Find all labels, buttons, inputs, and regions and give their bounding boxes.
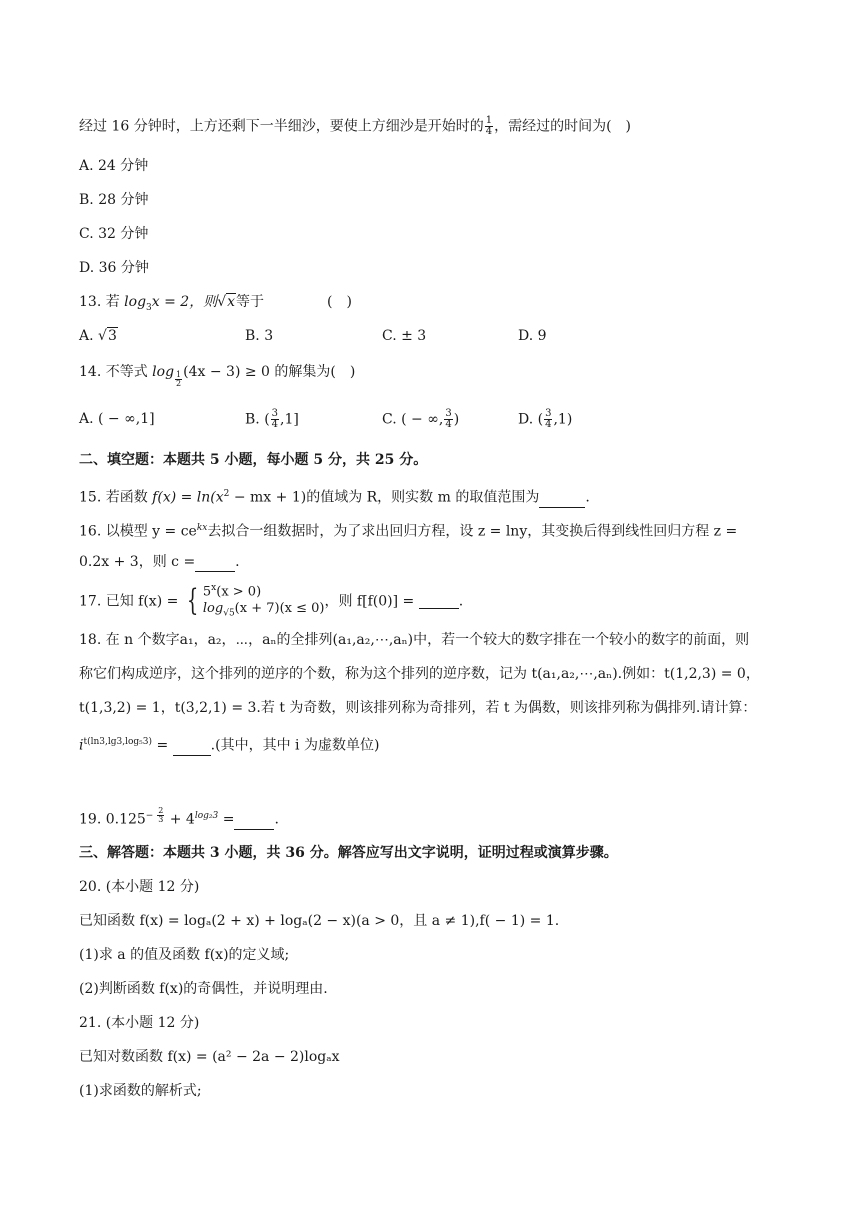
q18-line3: t(1,3,2) = 1，t(3,2,1) = 3.若 t 为奇数，则该排列称为奇排列，若 t 为偶数，则该排列称为偶排列.请计算： [79, 700, 757, 716]
q18-end: .(其中，其中 i 为虚数单位) [210, 737, 380, 754]
q14-base-den: 2 [176, 379, 182, 388]
q18-line4 [79, 732, 379, 756]
q15-prefix: 15. 若函数 [79, 489, 153, 506]
q17-piecewise [203, 580, 325, 623]
q13-stem [79, 292, 264, 318]
q13-opt-a-prefix: A. [79, 328, 99, 344]
q14-option-a: A. ( − ∞,1] [79, 411, 155, 427]
q14-prefix: 14. 不等式 [79, 364, 153, 380]
q21-part1: (1)求函数的解析式; [79, 1083, 202, 1099]
q16-line1-sup: kx [196, 523, 208, 533]
q14-opt-c-num: 3 [445, 408, 452, 419]
q19-sup1-num: 2 [158, 806, 164, 815]
q14-opt-b-den: 4 [271, 419, 279, 430]
section-3-heading: 三、解答题：本题共 3 小题，共 36 分。解答应写出文字说明，证明过程或演算步骤。 [79, 845, 618, 861]
q18-eq: = [152, 737, 173, 754]
q15-sup: 2 [223, 489, 230, 499]
q14-opt-d-frac [544, 409, 552, 430]
q17-piece1-sup: x [211, 583, 217, 593]
q14-opt-d-num: 3 [545, 408, 552, 419]
q17-piece2-b: (x + 7)(x ≤ 0) [234, 601, 325, 617]
q14-opt-d-den: 4 [545, 419, 552, 430]
q14-stem [79, 362, 355, 388]
q15-end: . [585, 489, 590, 506]
q17-answer-blank[interactable] [419, 594, 459, 609]
q17-prefix: 17. 已知 f(x) = [79, 593, 183, 610]
q17-piece-2 [203, 600, 325, 623]
q16-line1-a: 16. 以模型 y = ce [79, 523, 197, 540]
q17-piece1-a: 5 [202, 584, 212, 600]
q17-end: . [458, 593, 464, 610]
q14-opt-c-post: ) [453, 411, 460, 428]
q12-text-b: ，需经过的时间为( ) [494, 118, 632, 135]
q14-opt-b-num: 3 [271, 408, 279, 419]
q19-mid: + 4 [165, 811, 195, 828]
q14-opt-d-pre: D. ( [518, 411, 544, 428]
q13-prefix: 13. 若 [79, 294, 125, 310]
q16-line1 [79, 518, 737, 542]
q19-sup1-sign: − [145, 811, 157, 821]
q15-stem [79, 484, 590, 508]
q19-stem [79, 806, 279, 830]
q14-option-d [518, 409, 572, 430]
q19-sup1 [145, 806, 166, 824]
q19-end: . [274, 811, 279, 828]
q17-piece2-sub: √5 [223, 608, 235, 619]
q13-option-c: C. ± 3 [382, 328, 427, 344]
q21-title: 21. (本小题 12 分) [79, 1015, 200, 1031]
q21-stem: 已知对数函数 f(x) = (a² − 2a − 2)logₐx [79, 1049, 340, 1065]
q14-opt-b-pre: B. ( [245, 411, 270, 428]
q16-line2 [79, 552, 240, 572]
q13-sqrt: √x [217, 294, 236, 310]
q14-option-b [245, 409, 299, 430]
q13-opt-a-radicand: 3 [107, 328, 117, 344]
q18-sup: t(ln3,lg3,log₅3) [83, 737, 153, 747]
q14-suffix: (4x − 3) ≥ 0 的解集为( ) [183, 364, 356, 380]
q14-opt-c-den: 4 [445, 419, 452, 430]
q17-brace: { [186, 583, 199, 619]
q13-option-b: B. 3 [245, 328, 274, 344]
q18-answer-blank[interactable] [173, 741, 211, 756]
q13-mid: x = 2，则 [151, 294, 218, 310]
q16-line1-b: 去拟合一组数据时，为了求出回归方程，设 z = lny，其变换后得到线性回归方程 z = [207, 523, 738, 540]
q14-option-c [382, 409, 459, 430]
q17-mid: ，则 f[f(0)] = [324, 593, 419, 610]
q13-paren: ( ) [327, 294, 352, 310]
q20-title: 20. (本小题 12 分) [79, 879, 200, 895]
q20-part1: (1)求 a 的值及函数 f(x)的定义域; [79, 947, 290, 963]
q20-stem: 已知函数 f(x) = logₐ(2 + x) + logₐ(2 − x)(a > 0，且 a ≠ 1),f( − 1) = 1. [79, 913, 560, 929]
q19-sup2: log₂3 [194, 811, 219, 821]
q12-frac-den: 4 [485, 126, 493, 137]
q13-log-base: 3 [146, 302, 152, 313]
q19-sup1-frac [157, 807, 164, 824]
q14-opt-d-post: ,1) [553, 411, 573, 428]
q14-opt-b-post: ,1] [280, 411, 299, 428]
q17-stem [79, 580, 463, 623]
q13-suffix: 等于 [236, 294, 265, 310]
q16-answer-blank[interactable] [195, 557, 235, 572]
q18-line1: 18. 在 n 个数字a₁，a₂，⋯，aₙ的全排列(a₁,a₂,⋯,aₙ)中，若一个较大的数字排在一个较小的数字的前面，则 [79, 632, 750, 648]
q19-base: 19. 0.125 [79, 811, 146, 828]
q19-eq: = [218, 811, 235, 828]
q17-piece2-a: log [202, 601, 224, 617]
q16-line2-end: . [235, 554, 240, 570]
q19-sup1-den: 3 [158, 815, 164, 824]
q17-piece1-b: (x > 0) [216, 584, 262, 600]
q12-stem [79, 116, 631, 137]
q12-option-c: C. 32 分钟 [79, 226, 149, 242]
q15-func: f(x) = ln(x [152, 489, 224, 506]
q15-suffix: − mx + 1)的值域为 R，则实数 m 的取值范围为 [229, 489, 540, 506]
q15-answer-blank[interactable] [539, 493, 585, 508]
q18-line2: 称它们构成逆序，这个排列的逆序的个数，称为这个排列的逆序数，记为 t(a₁,a₂,⋯,aₙ).例如：t(1,2,3) = 0， [79, 666, 760, 682]
q14-log: log [152, 364, 175, 380]
q14-opt-c-frac [444, 409, 452, 430]
q13-option-a: A. √3 [79, 328, 117, 344]
q12-text-a: 经过 16 分钟时，上方还剩下一半细沙，要使上方细沙是开始时的 [79, 118, 484, 135]
q13-option-d: D. 9 [518, 328, 547, 344]
q12-frac-num: 1 [485, 115, 493, 126]
q20-part2: (2)判断函数 f(x)的奇偶性，并说明理由. [79, 981, 328, 997]
q16-line2-a: 0.2x + 3，则 c = [79, 554, 196, 570]
q12-option-b: B. 28 分钟 [79, 192, 149, 208]
q12-option-a: A. 24 分钟 [79, 158, 149, 174]
q13-log: log [124, 294, 147, 310]
q14-opt-c-pre: C. ( − ∞, [382, 411, 444, 428]
q14-opt-b-frac [271, 409, 279, 430]
section-2-heading: 二、填空题：本题共 5 小题，每小题 5 分，共 25 分。 [79, 452, 428, 468]
q17-piece-1 [203, 580, 325, 600]
q14-log-base [175, 371, 182, 388]
q12-fraction [485, 116, 493, 137]
q13-sqrt-var: x [227, 294, 236, 310]
q14-base-num: 1 [176, 370, 182, 379]
q12-option-d: D. 36 分钟 [79, 260, 149, 276]
q18-base: i [79, 737, 84, 754]
q19-answer-blank[interactable] [234, 815, 274, 830]
